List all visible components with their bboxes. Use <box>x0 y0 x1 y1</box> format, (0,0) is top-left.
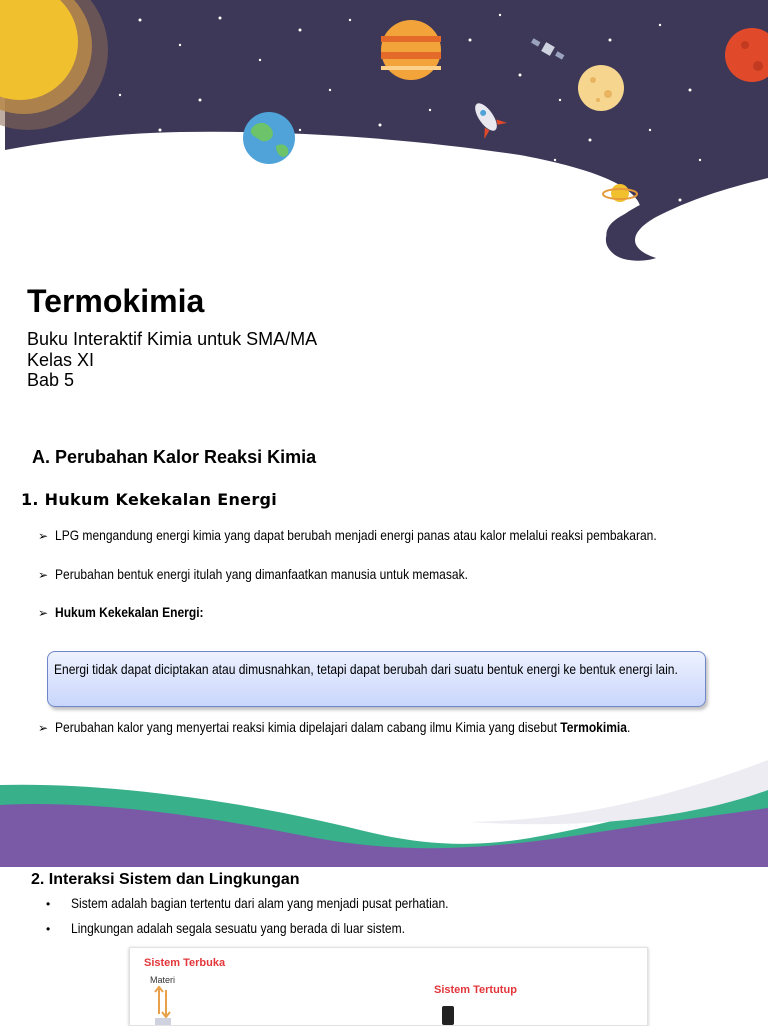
termokimia-term: Termokimia <box>560 719 627 735</box>
material-label: Materi <box>150 975 176 985</box>
moon-icon <box>578 65 624 111</box>
space-banner <box>0 0 768 270</box>
list-item-suffix: . <box>626 719 631 735</box>
jupiter-icon <box>381 20 441 80</box>
list-item <box>38 604 228 620</box>
dot-bullet-icon: • <box>46 922 51 936</box>
list-item-prefix: Perubahan kalor yang menyertai reaksi kimia dipelajari dalam cabang ilmu Kimia yang disebut <box>55 719 561 735</box>
list-item-text: Perubahan bentuk energi itulah yang dimanfaatkan manusia untuk memasak. <box>55 566 468 582</box>
list-item <box>46 920 459 936</box>
arrow-bullet-icon: ➢ <box>38 606 49 620</box>
book-subtitle: Buku Interaktif Kimia untuk SMA/MA <box>27 329 318 349</box>
list-item <box>46 895 510 911</box>
list-item <box>38 527 755 543</box>
page-title: Termokimia <box>27 283 205 319</box>
exchange-arrows-icon <box>154 986 172 1022</box>
dot-bullet-icon: • <box>46 897 51 911</box>
closed-bottle-icon <box>440 1006 456 1025</box>
list-item-text: LPG mengandung energi kimia yang dapat berubah menjadi energi panas atau kalor melalui reaksi pembakaran. <box>55 527 657 543</box>
list-item-text <box>55 719 630 735</box>
section-heading: 2. Interaksi Sistem dan Lingkungan <box>31 871 300 888</box>
chapter-label: Bab 5 <box>27 370 75 390</box>
list-item-text: Lingkungan adalah segala sesuatu yang berada di luar sistem. <box>71 920 406 936</box>
arrow-bullet-icon: ➢ <box>38 721 49 735</box>
list-item-text: Hukum Kekekalan Energi: <box>55 604 204 620</box>
system-diagram <box>129 947 648 1026</box>
class-label: Kelas XI <box>27 350 95 370</box>
arrow-bullet-icon: ➢ <box>38 568 49 582</box>
arrow-bullet-icon: ➢ <box>38 529 49 543</box>
wave-banner <box>0 760 768 867</box>
law-statement-box <box>47 651 706 707</box>
closed-system-label: Sistem Tertutup <box>434 984 517 996</box>
law-statement-text: Energi tidak dapat diciptakan atau dimusnahkan, tetapi dapat berubah dari suatu bentuk energi ke bentuk energi lain. <box>54 661 678 677</box>
open-system-label: Sistem Terbuka <box>144 957 226 969</box>
list-item <box>38 719 724 735</box>
earth-icon <box>243 112 295 164</box>
section-heading: A. Perubahan Kalor Reaksi Kimia <box>32 447 317 467</box>
list-item-text: Sistem adalah bagian tertentu dari alam yang menjadi pusat perhatian. <box>71 895 449 911</box>
list-item <box>38 566 535 582</box>
open-beaker-icon <box>152 1018 174 1026</box>
subsection-heading: 1. Hukum Kekekalan Energi <box>21 490 278 509</box>
